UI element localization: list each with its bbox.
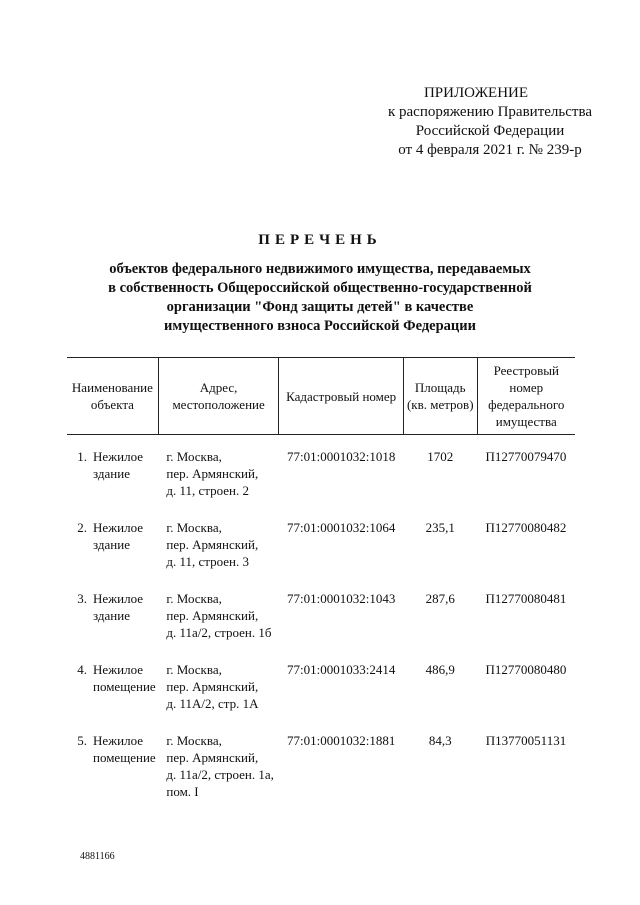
- subtitle-line: организации "Фонд защиты детей" в качестве: [166, 299, 474, 315]
- address-line: д. 11а/2, строен. 1б: [166, 625, 272, 640]
- table-row: [67, 499, 575, 570]
- appendix-ref: к распоряжению Правительства: [387, 104, 592, 120]
- address-line: г. Москва,: [166, 449, 222, 464]
- header-area: Площадь (кв. метров): [403, 358, 477, 435]
- cell-address: [158, 435, 279, 500]
- cell-name: [67, 499, 158, 570]
- address-line: г. Москва,: [166, 662, 222, 677]
- row-number: 2.: [77, 520, 87, 535]
- cell-address: [158, 570, 279, 641]
- cell-registry: П12770079470: [485, 449, 567, 464]
- cell-address: [158, 712, 279, 800]
- cell-registry: П12770080482: [485, 520, 567, 535]
- cell-area: 287,6: [425, 591, 455, 606]
- cell-cadastral: 77:01:0001033:2414: [286, 662, 396, 677]
- address-line: г. Москва,: [166, 733, 222, 748]
- object-kind: здание: [93, 537, 130, 552]
- object-kind: помещение: [93, 679, 156, 694]
- cell-name: [67, 570, 158, 641]
- address-line: г. Москва,: [166, 591, 222, 606]
- object-type: Нежилое: [93, 733, 144, 748]
- address-line: пом. I: [166, 784, 199, 799]
- cell-registry: П13770051131: [485, 733, 567, 748]
- object-kind: помещение: [93, 750, 156, 765]
- table-row: [67, 570, 575, 641]
- document-title: ПЕРЕЧЕНЬ: [258, 232, 382, 248]
- cell-cadastral: 77:01:0001032:1881: [286, 733, 396, 748]
- table-row: [67, 712, 575, 800]
- cell-cadastral: 77:01:0001032:1064: [286, 520, 396, 535]
- appendix-title: ПРИЛОЖЕНИЕ: [423, 85, 529, 101]
- cell-area: 235,1: [425, 520, 455, 535]
- address-line: д. 11, строен. 2: [166, 483, 249, 498]
- appendix-authority: Российской Федерации: [415, 123, 565, 139]
- address-line: д. 11а/2, строен. 1а,: [166, 767, 274, 782]
- object-type: Нежилое: [93, 449, 144, 464]
- header-name: Наименование объекта: [67, 358, 158, 435]
- header-address: Адрес, местоположение: [158, 358, 279, 435]
- cell-name: [67, 641, 158, 712]
- row-number: 5.: [77, 733, 87, 748]
- address-line: пер. Армянский,: [166, 679, 259, 694]
- cell-name: [67, 712, 158, 800]
- table-row: [67, 641, 575, 712]
- cell-registry: П12770080481: [485, 591, 567, 606]
- cell-area: 84,3: [428, 733, 452, 748]
- object-kind: здание: [93, 608, 130, 623]
- object-type: Нежилое: [93, 591, 144, 606]
- header-registry: Реестровый номер федерального имущества: [477, 358, 575, 435]
- appendix-block: [320, 84, 620, 160]
- header-cadastral: Кадастровый номер: [279, 358, 404, 435]
- address-line: пер. Армянский,: [166, 750, 259, 765]
- cell-area: 486,9: [425, 662, 455, 677]
- object-type: Нежилое: [93, 520, 144, 535]
- row-number: 1.: [77, 449, 87, 464]
- document-code: 4881166: [80, 851, 115, 862]
- cell-name: [67, 435, 158, 500]
- document-subtitle: [60, 260, 580, 336]
- address-line: пер. Армянский,: [166, 608, 259, 623]
- object-kind: здание: [93, 466, 130, 481]
- subtitle-line: в собственность Общероссийской общественно-государственной: [108, 280, 532, 296]
- address-line: пер. Армянский,: [166, 466, 259, 481]
- row-number: 3.: [77, 591, 87, 606]
- cell-address: [158, 641, 279, 712]
- cell-area: 1702: [427, 449, 454, 464]
- cell-cadastral: 77:01:0001032:1043: [286, 591, 396, 606]
- object-type: Нежилое: [93, 662, 144, 677]
- property-table: [67, 357, 575, 800]
- subtitle-line: имущественного взноса Российской Федерации: [164, 318, 476, 334]
- row-number: 4.: [77, 662, 87, 677]
- cell-address: [158, 499, 279, 570]
- address-line: пер. Армянский,: [166, 537, 259, 552]
- appendix-date: от 4 февраля 2021 г. № 239-р: [398, 142, 582, 158]
- address-line: г. Москва,: [166, 520, 222, 535]
- subtitle-line: объектов федерального недвижимого имущества, передаваемых: [109, 261, 531, 277]
- address-line: д. 11, строен. 3: [166, 554, 249, 569]
- address-line: д. 11А/2, стр. 1А: [166, 696, 259, 711]
- cell-registry: П12770080480: [485, 662, 567, 677]
- table-header-row: [67, 358, 575, 435]
- cell-cadastral: 77:01:0001032:1018: [286, 449, 396, 464]
- table-row: [67, 435, 575, 500]
